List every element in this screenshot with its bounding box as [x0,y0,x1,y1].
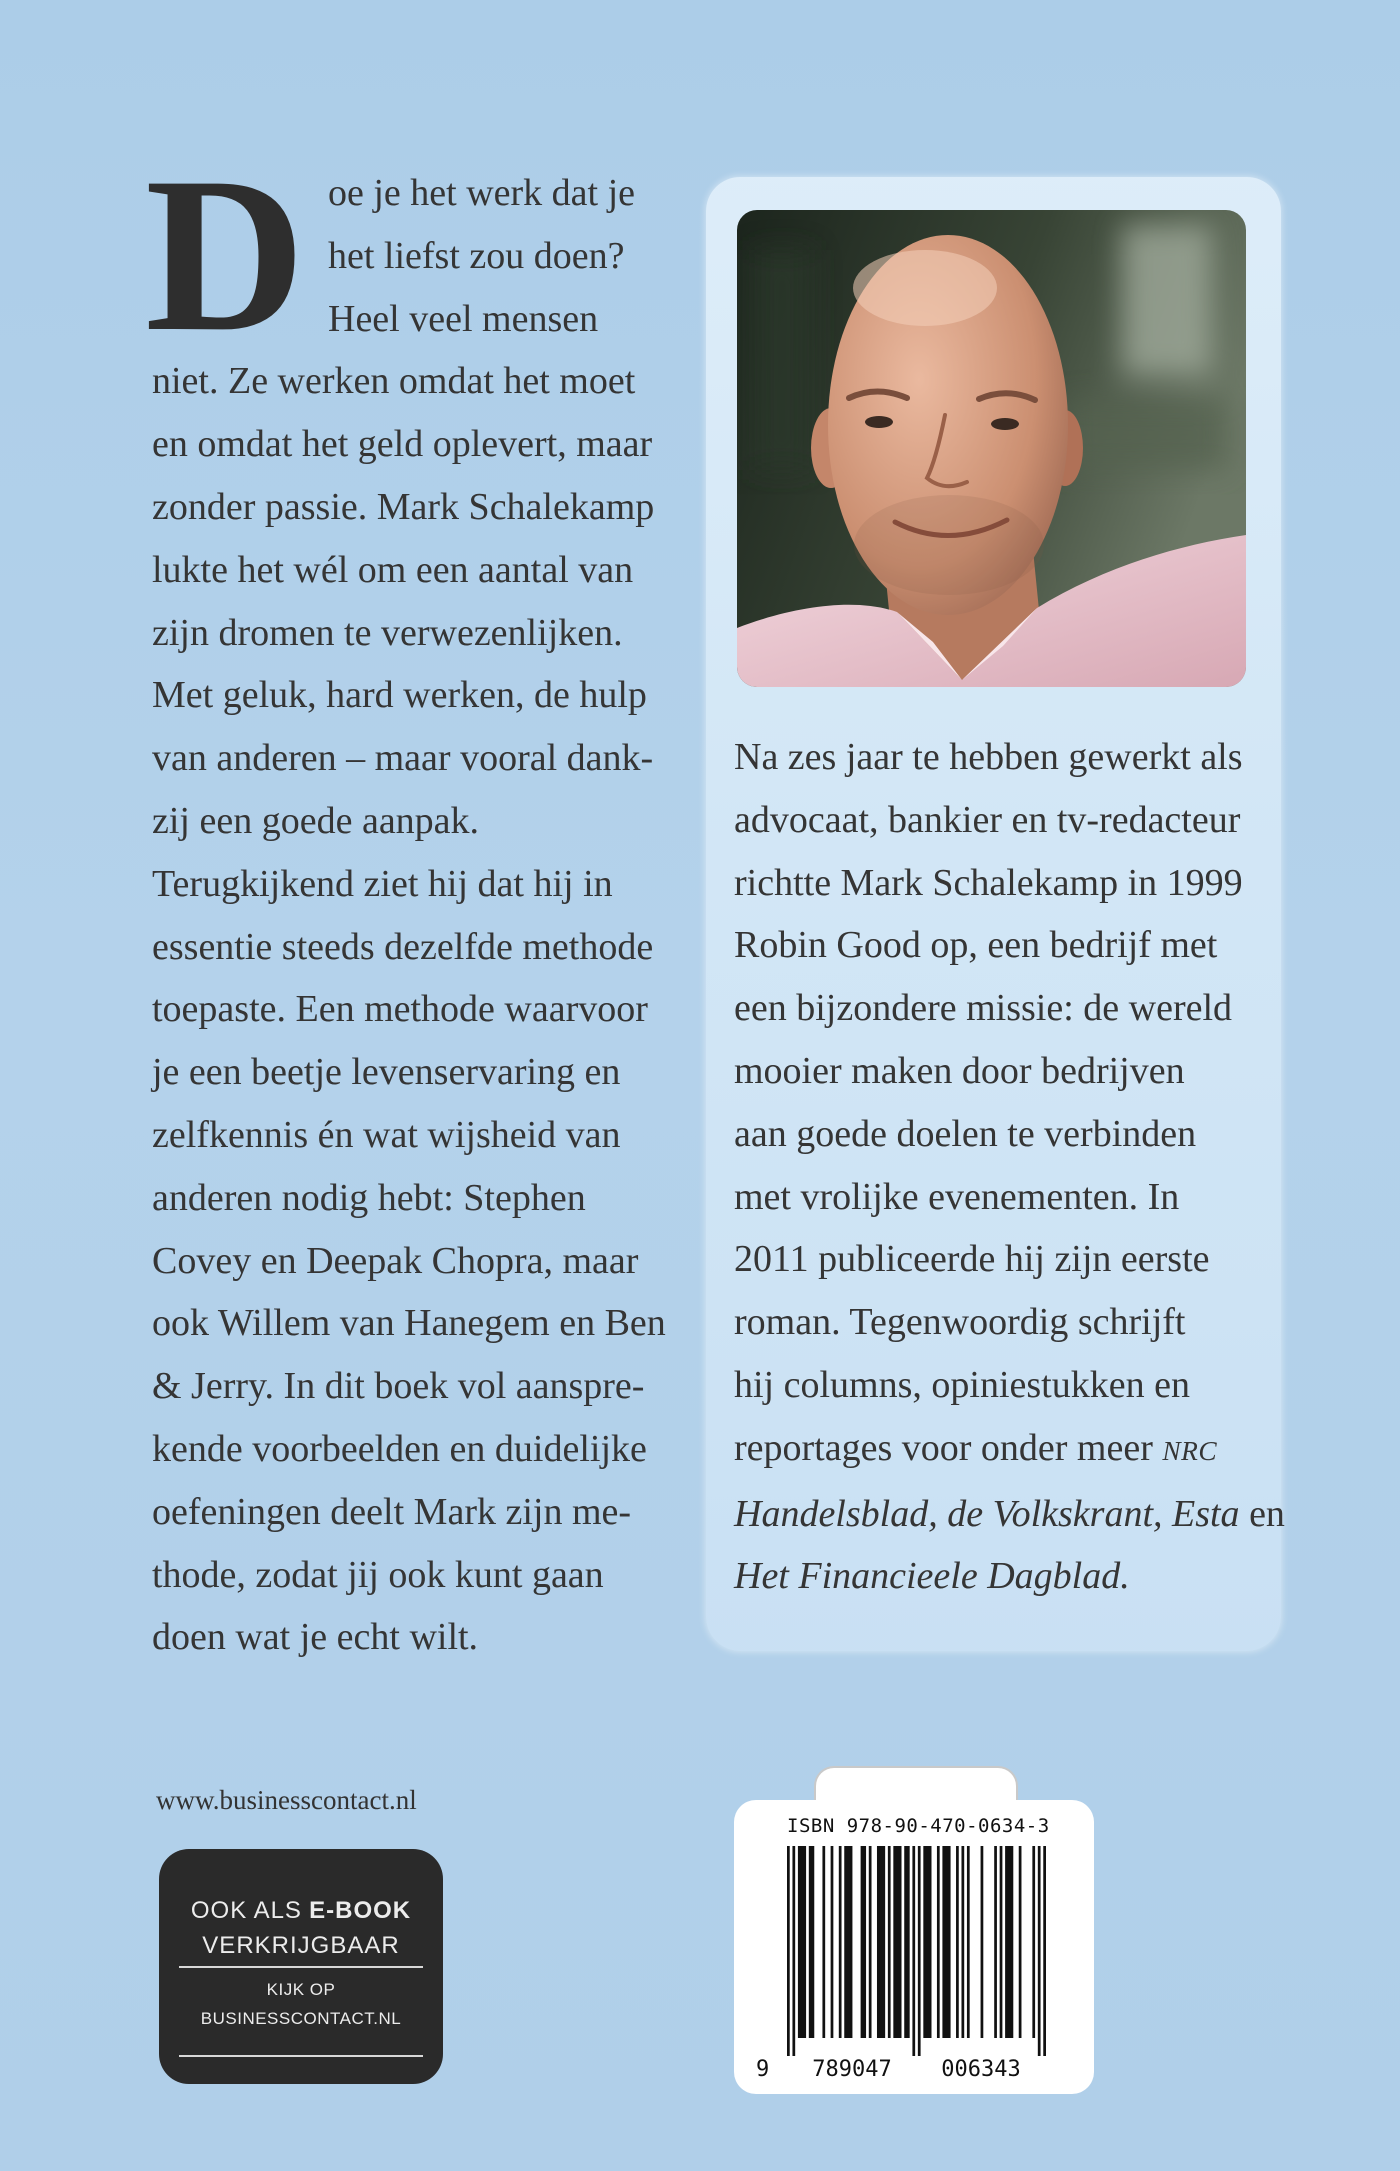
blurb-line: niet. Ze werken omdat het moet [152,360,636,403]
blurb-line: en omdat het geld oplevert, maar [152,423,653,466]
bio-line [734,1354,1285,1417]
portrait-eye [865,416,893,428]
bio-text: roman. Tegenwoordig schrijft [734,1301,1186,1344]
publisher-website: www.businesscontact.nl [156,1785,417,1815]
bio-text: een bijzondere missie: de wereld [734,987,1233,1030]
blurb-line: zijn dromen te verwezenlijken. [152,611,623,654]
blurb-line: zelfkennis én wat wijsheid van [152,1113,621,1156]
blurb-line: essentie steeds dezelfde methode [152,925,654,968]
blurb-line: oefeningen deelt Mark zijn me- [152,1490,632,1533]
bio-text: Robin Good op, een bedrijf met [734,924,1218,967]
barcode-bar [809,1846,814,2038]
divider [179,2055,423,2057]
barcode-bar [844,1846,852,2038]
barcode-bar [956,1846,959,2038]
bio-line [734,1545,1285,1608]
barcode-bar [861,1846,866,2038]
barcode-bar [888,1846,891,2038]
blurb-line: Heel veel mensen [328,297,599,340]
bio-text: aan goede doelen te verbinden [734,1112,1197,1155]
author-photo [737,210,1246,687]
bio-text: richtte Mark Schalekamp in 1999 [734,861,1243,904]
blurb-line: anderen nodig hebt: Stephen [152,1176,586,1219]
barcode-bar [912,1846,915,2056]
barcode-bar [893,1846,901,2038]
ebook-badge-line3: KIJK OP [266,1980,336,1999]
bio-text: en [1239,1492,1285,1535]
bio-text: Na zes jaar te hebben gewerkt als [734,736,1243,778]
blurb-line: & Jerry. In dit boek vol aanspre- [152,1365,645,1408]
blurb-line: oe je het werk dat je [328,172,636,214]
barcode-bar [967,1846,970,2038]
blurb-line: ook Willem van Hanegem en Ben [152,1302,666,1345]
barcode-right-digits: 006343 [941,2057,1021,2082]
barcode-bar [1005,1846,1013,2038]
bio-line [734,1483,1285,1546]
bio-line [734,1103,1285,1166]
blurb-line: Covey en Deepak Chopra, maar [152,1239,639,1282]
barcode-bar [822,1846,825,2038]
bio-line [734,789,1285,852]
bio-line [734,977,1285,1040]
barcode-bar [1038,1846,1041,2056]
bio-line [734,914,1285,977]
barcode-bar [918,1846,921,2056]
ebook-badge-line1 [159,1897,443,1925]
isbn-label: ISBN 978-90-470-0634-3 [787,1815,1050,1837]
ebook-badge [159,1849,443,2084]
bio-line [734,1228,1285,1291]
divider [179,1966,423,1968]
blurb-line: toepaste. Een methode waarvoor [152,988,648,1031]
author-portrait-image [737,210,1246,687]
blurb-line: thode, zodat jij ook kunt gaan [152,1553,604,1596]
blurb-line: het liefst zou doen? [328,234,625,277]
bio-line [734,1417,1285,1483]
barcode-bar [961,1846,964,2038]
blurb-line: je een beetje levenservaring en [152,1051,621,1094]
barcode-bar [877,1846,885,2038]
bio-line [734,726,1285,789]
barcode-bar [831,1846,834,2038]
blurb-line: lukte het wél om een aantal van [152,548,634,591]
bio-italic-text: NRC [1162,1435,1218,1466]
blurb-line: van anderen – maar vooral dank- [152,737,654,780]
ebook-badge-line2: VERKRIJGBAAR [202,1932,400,1959]
ebook-badge-line4: BUSINESSCONTACT.NL [200,2009,402,2028]
bio-line [734,1040,1285,1103]
barcode-bar [1032,1846,1035,2038]
ebook-badge-prefix: OOK ALS [190,1897,302,1924]
barcode-bars [787,1846,1046,2056]
bio-line [734,852,1285,915]
barcode-left-digits: 789047 [812,2057,892,2082]
barcode-bar [923,1846,931,2038]
blurb-line: doen wat je echt wilt. [152,1616,479,1659]
barcode-bar [839,1846,842,2038]
bio-text: hij columns, opiniestukken en [734,1363,1190,1406]
barcode-bar [787,1846,790,2056]
blurb-line: Terugkijkend ziet hij dat hij in [152,862,613,905]
bio-text: mooier maken door bedrijven [734,1049,1185,1092]
barcode-bar [1043,1846,1046,2056]
drop-cap: D [145,132,306,378]
barcode-bar [994,1846,997,2038]
barcode-bar [1019,1846,1022,2038]
ebook-badge-ebook: E-BOOK [309,1897,412,1924]
bio-italic-text: Handelsblad, de Volkskrant, Esta [734,1492,1240,1535]
blurb-line: kende voorbeelden en duidelijke [152,1427,647,1470]
barcode-bar [981,1846,984,2038]
bio-line [734,1291,1285,1354]
barcode-bar [904,1846,909,2038]
bio-text: reportages voor onder meer [734,1426,1163,1469]
barcode [750,1846,1060,2082]
bio-text: advocaat, bankier en tv-redacteur [734,798,1241,841]
barcode-first-digit: 9 [756,2057,770,2082]
bio-text: met vrolijke evenementen. In [734,1175,1180,1218]
barcode-bar [942,1846,950,2038]
bio-line [734,1166,1285,1229]
barcode-bar [869,1846,872,2038]
portrait-eye [991,418,1019,430]
barcode-bar [937,1846,940,2038]
barcode-bar [1000,1846,1003,2038]
barcode-bar [792,1846,795,2056]
blurb-line: zij een goede aanpak. [152,799,480,842]
blurb-line: zonder passie. Mark Schalekamp [152,485,655,528]
blurb-line: Met geluk, hard werken, de hulp [152,674,647,717]
author-bio [734,726,1285,1608]
bio-italic-text: Het Financieele Dagblad. [734,1555,1130,1598]
blurb-text [152,162,666,1669]
bio-text: 2011 publiceerde hij zijn eerste [734,1238,1210,1281]
barcode-bar [798,1846,806,2038]
